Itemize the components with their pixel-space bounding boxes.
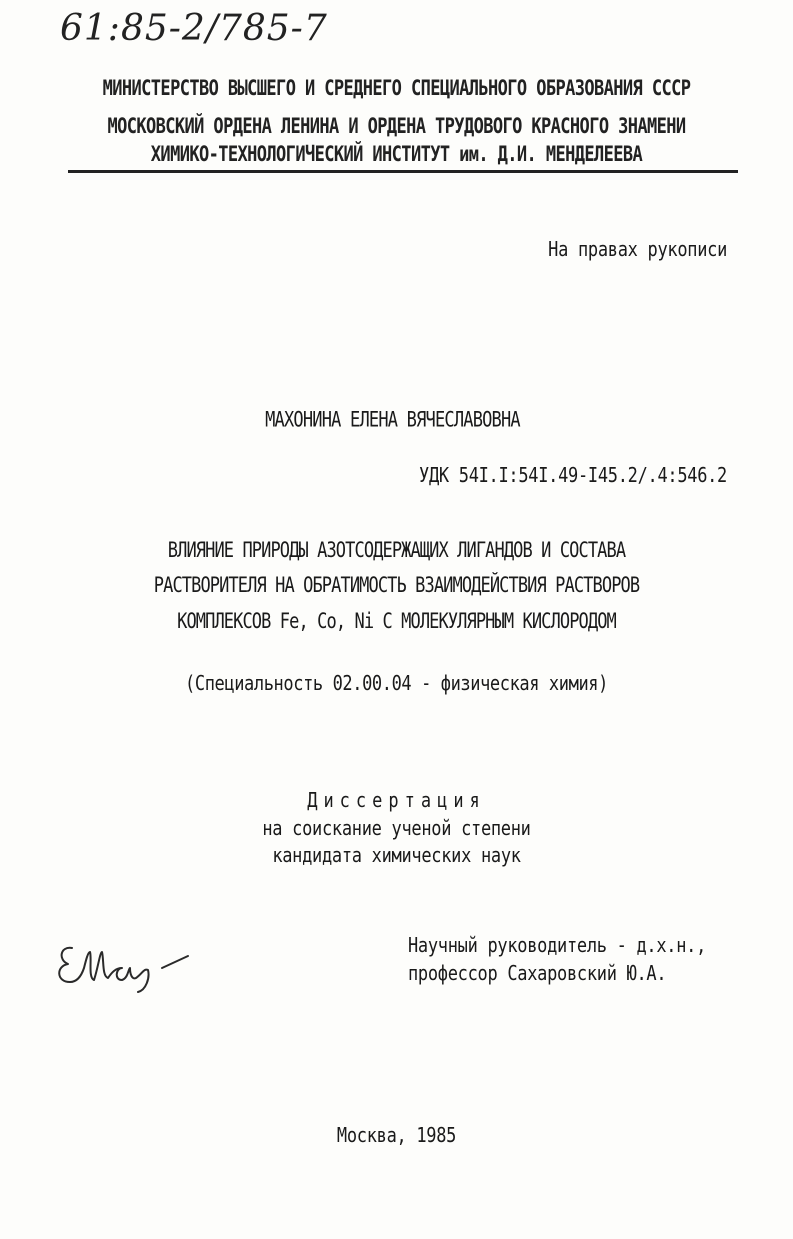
author-name: [0, 408, 793, 433]
degree-line-1: на соискание ученой степени: [262, 817, 531, 841]
dissertation-heading: Диссертация: [307, 789, 486, 813]
thesis-title-line-2: РАСТВОРИТЕЛЯ НА ОБРАТИМОСТЬ ВЗАИМОДЕЙСТВИЯ РАСТВОРОВ: [153, 573, 640, 598]
institute-line-2: ХИМИКО-ТЕХНОЛОГИЧЕСКИЙ ИНСТИТУТ им. Д.И. МЕНДЕЛЕЕВА: [150, 142, 643, 167]
degree-line-2: кандидата химических наук: [272, 844, 521, 868]
advisor-line-2: профессор Сахаровский Ю.А.: [408, 962, 667, 986]
handwritten-signature: [50, 938, 200, 998]
author-name-text: МАХОНИНА ЕЛЕНА ВЯЧЕСЛАВОВНА: [265, 407, 520, 433]
manuscript-note: На правах рукописи: [548, 238, 727, 262]
ministry-line: МИНИСТЕРСТВО ВЫСШЕГО И СРЕДНЕГО СПЕЦИАЛЬНОГО ОБРАЗОВАНИЯ СССР: [102, 76, 691, 101]
specialty-line: (Специальность 02.00.04 - физическая химия): [185, 672, 608, 696]
udc-code: УДК 54I.I:54I.49-I45.2/.4:546.2: [419, 464, 727, 488]
institute-line-1: МОСКОВСКИЙ ОРДЕНА ЛЕНИНА И ОРДЕНА ТРУДОВОГО КРАСНОГО ЗНАМЕНИ: [107, 114, 686, 139]
thesis-title-line-3: КОМПЛЕКСОВ Fe, Co, Ni С МОЛЕКУЛЯРНЫМ КИСЛОРОДОМ: [177, 609, 616, 634]
thesis-title-line-1: ВЛИЯНИЕ ПРИРОДЫ АЗОТСОДЕРЖАЩИХ ЛИГАНДОВ И СОСТАВА: [167, 538, 626, 563]
handwritten-shelf-mark: 61:85-2/785-7: [60, 8, 328, 49]
advisor-line-1: Научный руководитель - д.х.н.,: [408, 934, 707, 958]
header-divider: [68, 170, 738, 173]
city-and-year: Москва, 1985: [336, 1124, 457, 1148]
